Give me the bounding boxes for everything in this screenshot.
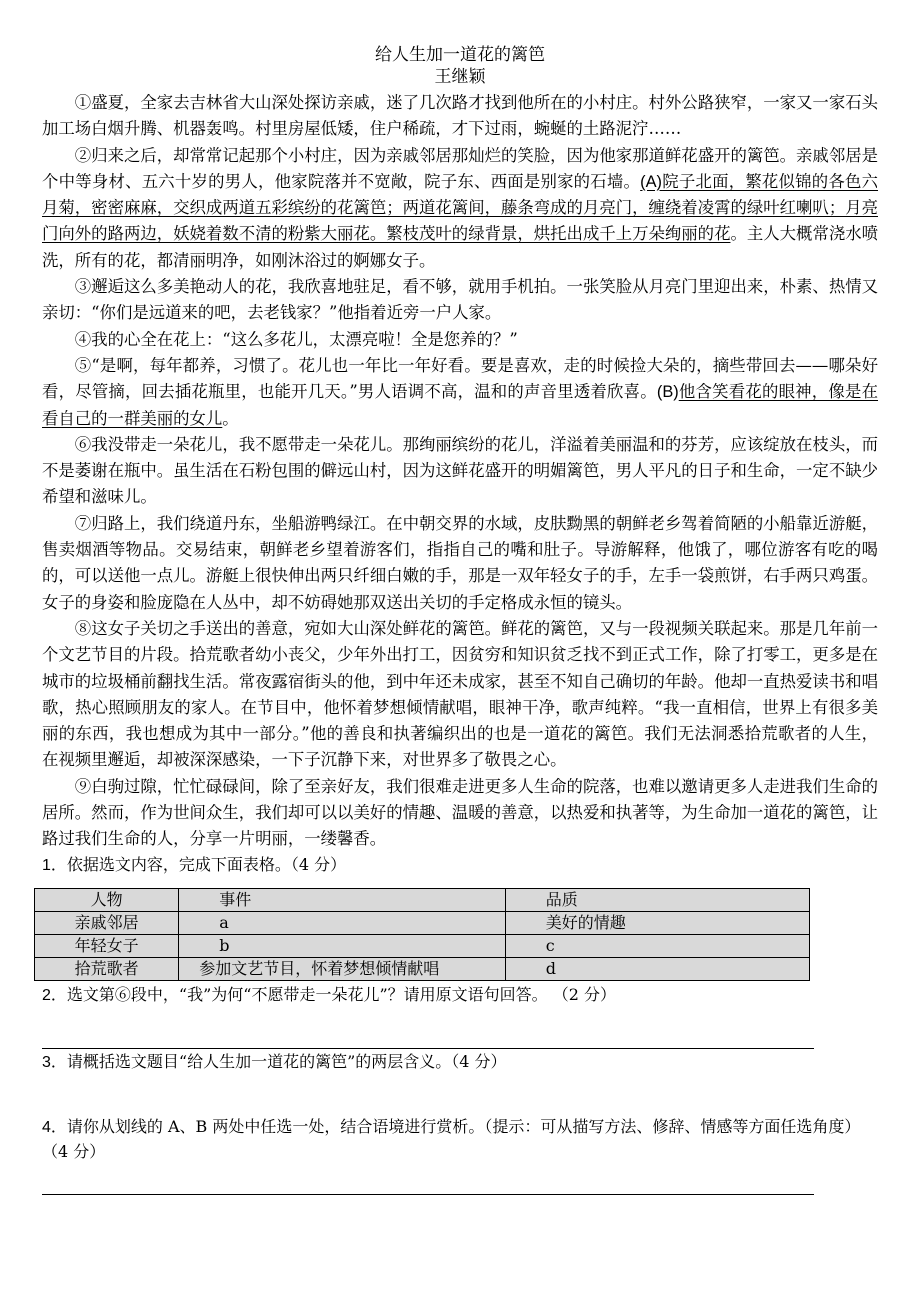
paragraph-5 <box>42 353 878 432</box>
question-4-number: 4． <box>42 1118 67 1136</box>
header-cell-quality: 品质 <box>505 888 809 911</box>
answer-blank-b[interactable]: b <box>179 934 505 957</box>
answer-blank-a[interactable]: a <box>179 911 505 934</box>
question-1 <box>42 853 878 878</box>
paragraph-5-text-after: 。 <box>222 408 239 428</box>
answer-blank-c[interactable]: c <box>505 934 809 957</box>
question-3 <box>42 1050 878 1075</box>
answer-table <box>34 888 810 981</box>
worksheet-page <box>42 44 878 1195</box>
article-title: 给人生加一道花的篱笆 <box>375 45 545 65</box>
paragraph-9: ⑨白驹过隙，忙忙碌碌间，除了至亲好友，我们很难走进更多人生命的院落，也难以邀请更多人走进我们生命的居所。然而，作为世间众生，我们却可以以美好的情趣、温暖的善意，以热爱和执著等，为生命加一道花的篱笆，让路过我们生命的人，分享一片明丽，一缕馨香。 <box>42 776 878 849</box>
question-1-number: 1． <box>42 856 67 874</box>
paragraph-5-text-before: ⑤“是啊，每年都养，习惯了。花儿也一年比一年好看。要是喜欢，走的时候捡大朵的，摘些带回去——哪朵好看，尽管摘，回去插花瓶里，也能开几天。”男人语调不高，温和的声音里透着欣喜。 <box>42 355 878 402</box>
answer-line-q2[interactable] <box>42 1048 814 1049</box>
paragraph-2-text-after: 。主人大概常浇水喷洗，所有的花，都清丽明净，如刚沐浴过的婀娜女子。 <box>42 224 879 270</box>
paragraph-2-text-before: ②归来之后，却常常记起那个小村庄，因为亲戚邻居那灿烂的笑脸，因为他家那道鲜花盛开的篱笆。亲戚邻居是个中等身材、五六十岁的男人，他家院落并不宽敞，院子东、西面是别家的石墙。 <box>42 145 878 191</box>
header-cell-event: 事件 <box>179 888 505 911</box>
paragraph-7: ⑦归路上，我们绕道丹东，坐船游鸭绿江。在中朝交界的水域，皮肤黝黑的朝鲜老乡驾着简陋的小船靠近游艇，售卖烟酒等物品。交易结束，朝鲜老乡望着游客们，指指自己的嘴和肚子。导游解释，他饿了，哪位游客有吃的喝的，可以送他一点儿。游艇上很快伸出两只纤细白嫩的手，那是一双年轻女子的手，左手一袋煎饼，右手两只鸡蛋。女子的身姿和脸庞隐在人丛中，却不妨碍她那双送出关切的手定格成永恒的镜头。 <box>42 513 878 612</box>
table-row <box>35 911 810 934</box>
table-row <box>35 957 810 980</box>
paragraph-8: ⑧这女子关切之手送出的善意，宛如大山深处鲜花的篱笆。鲜花的篱笆，又与一段视频关联起来。那是几年前一个文艺节目的片段。拾荒歌者幼小丧父，少年外出打工，因贫穷和知识贫乏找不到正式工作，除了打零工，更多是在城市的垃圾桶前翻找生活。常夜露宿街头的他，到中年还未成家，甚至不知自己确切的年龄。他却一直热爱读书和唱歌，热心照顾朋友的家人。在节目中，他怀着梦想倾情献唱，眼神干净，歌声纯粹。“我一直相信，世界上有很多美丽的东西，我也想成为其中一部分。”他的善良和执著编织出的也是一道花的篱笆。我们无法洞悉拾荒歌者的人生，在视频里邂逅，却被深深感染，一下子沉静下来，对世界多了敬畏之心。 <box>42 618 878 770</box>
underlined-passage-b: 他含笑看花的眼神，像是在看自己的一群美丽的女儿 <box>42 382 879 428</box>
underlined-passage-a: 院子北面，繁花似锦的各色六月菊，密密麻麻，交织成两道五彩缤纷的花篱笆；两道花篱间，藤条弯成的月亮门，缠绕着凌霄的绿叶红喇叭；月亮门向外的路两边，妖娆着数不清的粉紫大丽花。繁枝茂叶的绿背景，烘托出成千上万朵绚丽的花 <box>42 171 879 244</box>
underline-marker-b: (B) <box>656 383 679 402</box>
answer-line-q4[interactable] <box>42 1194 814 1195</box>
question-1-text: 依据选文内容，完成下面表格。（4 分） <box>66 854 347 874</box>
question-2 <box>42 983 878 1008</box>
question-3-text: 请概括选文题目“给人生加一道花的篱笆”的两层含义。（4 分） <box>66 1051 507 1071</box>
paragraph-3: ③邂逅这么多美艳动人的花，我欣喜地驻足，看不够，就用手机拍。一张笑脸从月亮门里迎出来，朴素、热情又亲切：“你们是远道来的吧，去老钱家？”他指着近旁一户人家。 <box>42 277 878 323</box>
article-author: 王继颖 <box>434 67 486 87</box>
table-cell: 亲戚邻居 <box>35 911 179 934</box>
question-2-text: 选文第⑥段中，“我”为何“不愿带走一朵花儿”？请用原文语句回答。 （2 分） <box>66 984 616 1004</box>
table-cell: 年轻女子 <box>35 934 179 957</box>
question-4-text: 请你从划线的 A、B 两处中任选一处，结合语境进行赏析。（提示：可从描写方法、修辞、情感等方面任选角度）（4 分） <box>42 1116 861 1161</box>
table-cell: 美好的情趣 <box>505 911 809 934</box>
question-3-number: 3． <box>42 1053 67 1071</box>
table-row <box>35 934 810 957</box>
answer-blank-d[interactable]: d <box>505 957 809 980</box>
paragraph-4: ④我的心全在花上：“这么多花儿，太漂亮啦！全是您养的？” <box>74 329 518 349</box>
header-cell-person: 人物 <box>35 888 179 911</box>
paragraph-2 <box>42 143 878 274</box>
table-cell: 参加文艺节目，怀着梦想倾情献唱 <box>179 957 505 980</box>
paragraph-6: ⑥我没带走一朵花儿，我不愿带走一朵花儿。那绚丽缤纷的花儿，洋溢着美丽温和的芬芳，应该绽放在枝头，而不是萎谢在瓶中。虽生活在石粉包围的僻远山村，因为这鲜花盛开的明媚篱笆，男人平凡的日子和生命，一定不缺少希望和滋味儿。 <box>42 434 878 507</box>
question-4 <box>42 1115 878 1164</box>
table-cell: 拾荒歌者 <box>35 957 179 980</box>
paragraph-1: ①盛夏，全家去吉林省大山深处探访亲戚，迷了几次路才找到他所在的小村庄。村外公路狭窄，一家又一家石头加工场白烟升腾、机器轰鸣。村里房屋低矮，住户稀疏，才下过雨，蜿蜒的土路泥泞…… <box>42 93 878 139</box>
question-2-number: 2． <box>42 986 67 1004</box>
table-header-row <box>35 888 810 911</box>
underline-marker-a: (A) <box>640 172 663 191</box>
